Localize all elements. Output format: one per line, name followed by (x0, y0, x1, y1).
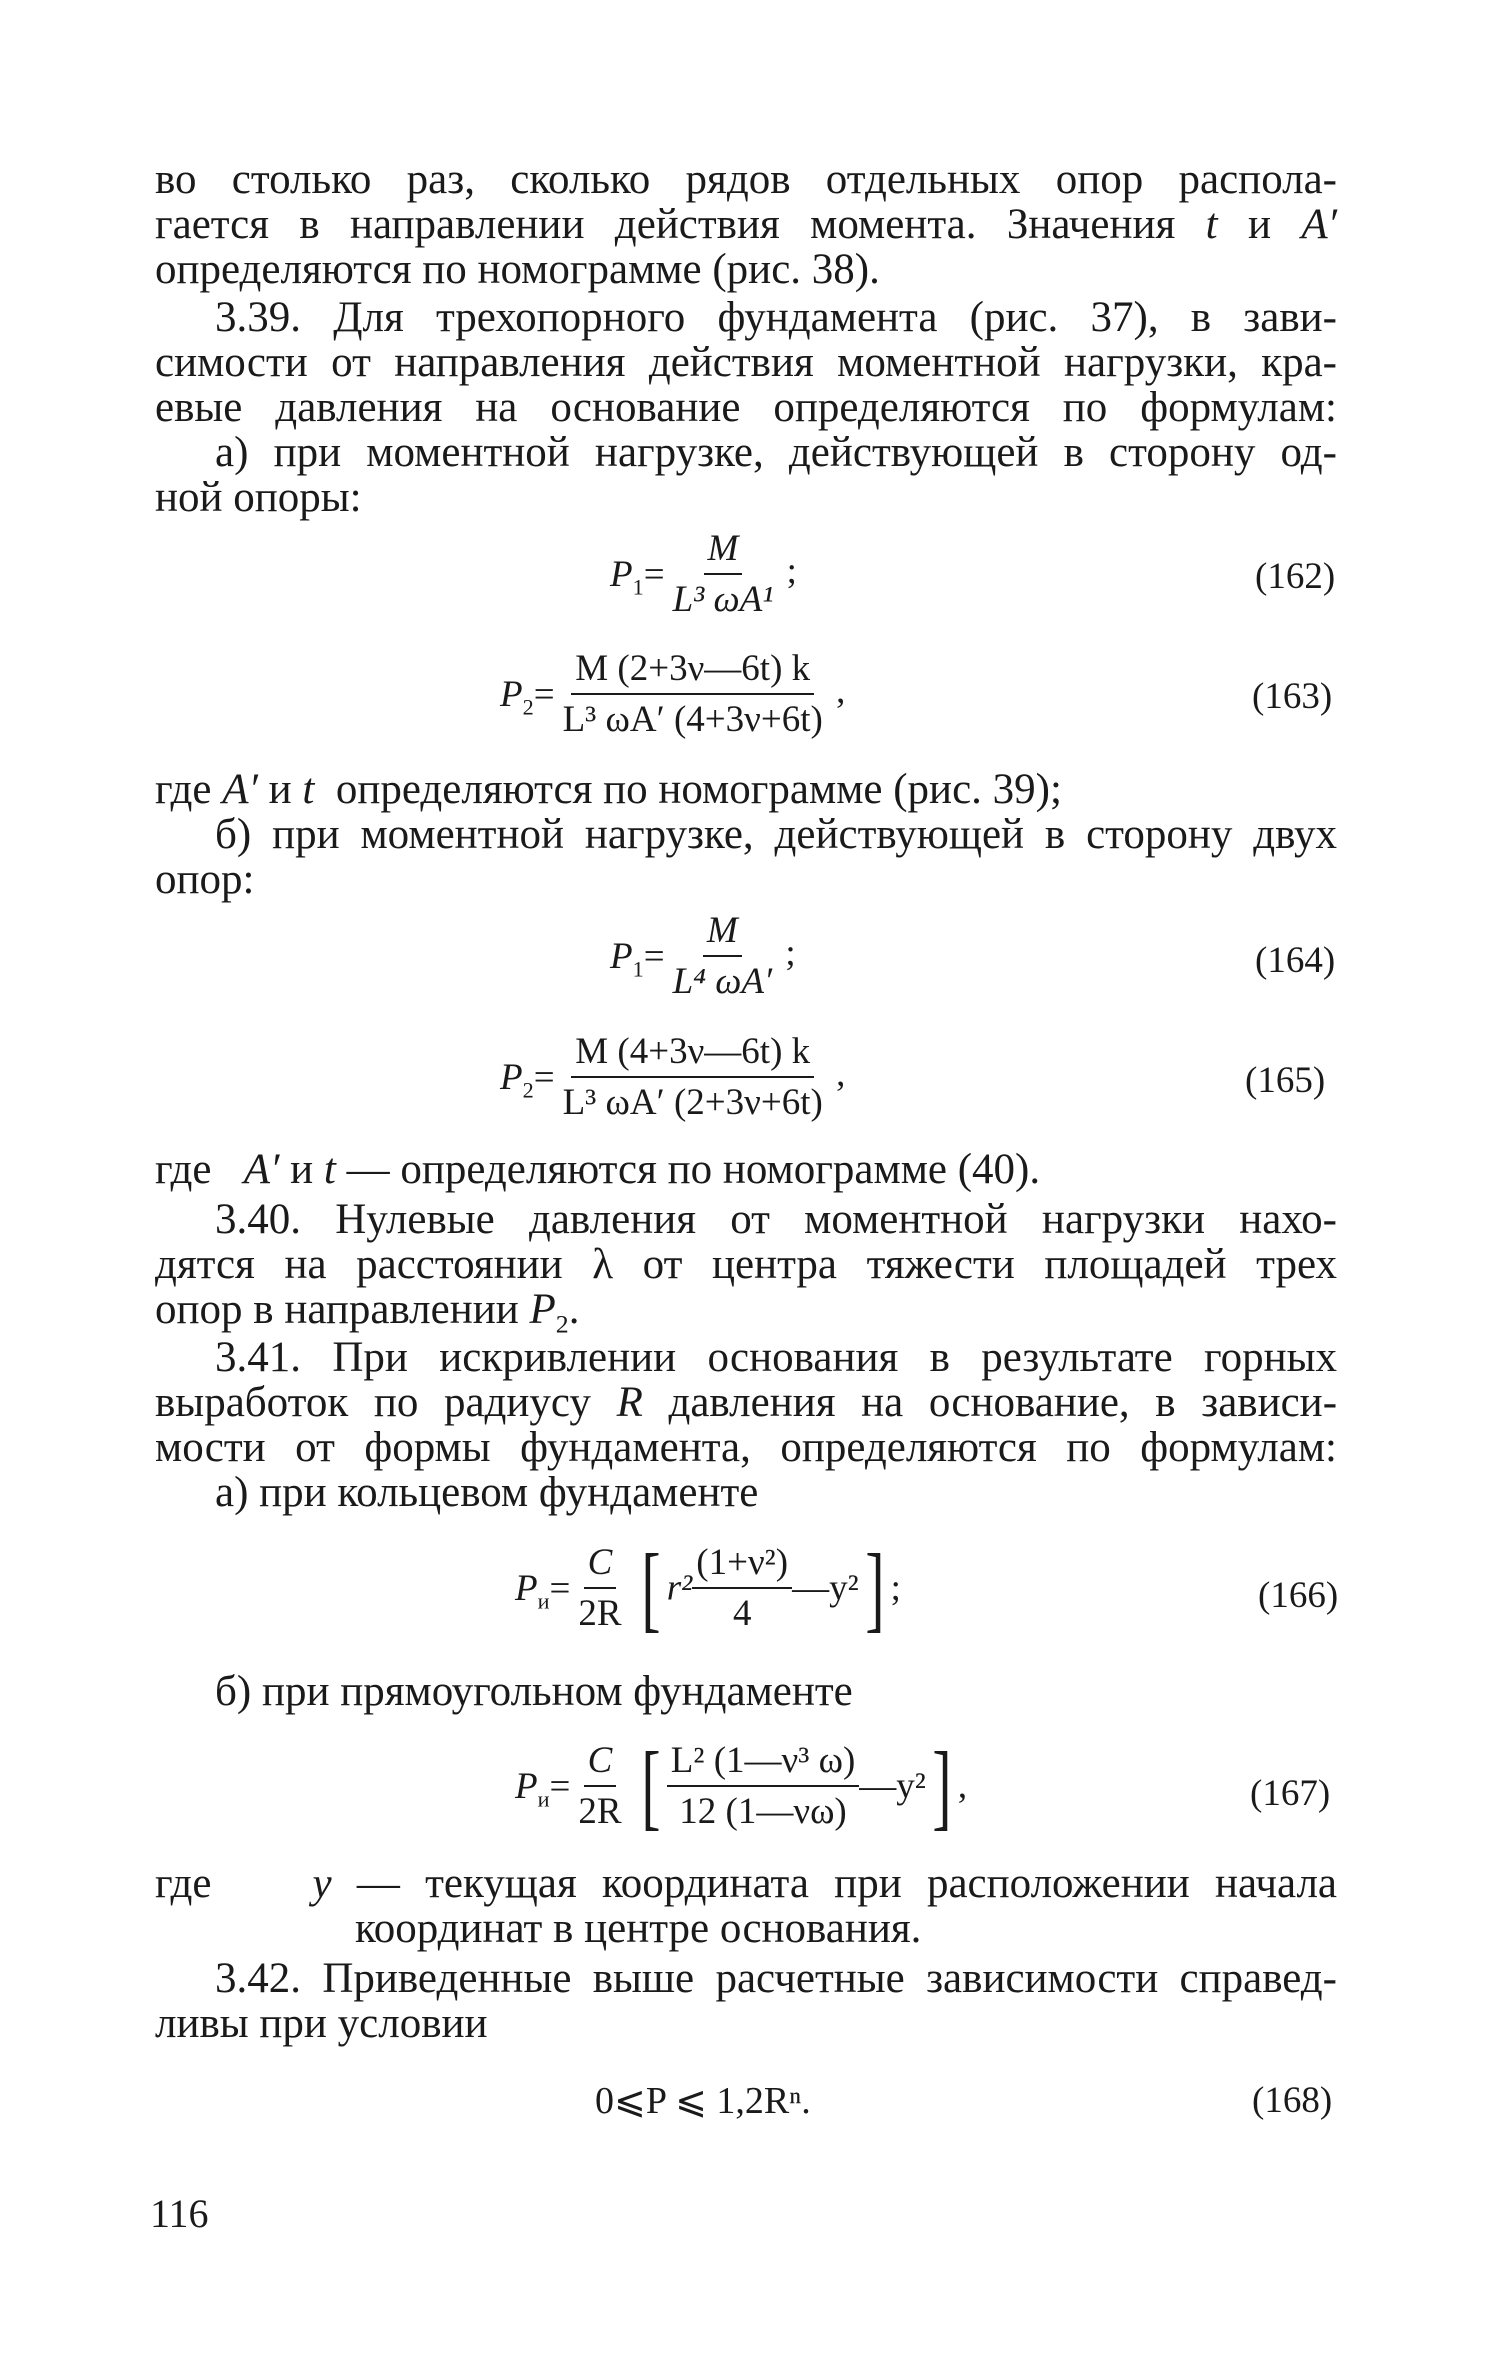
equation-number: (168) (1252, 2080, 1333, 2121)
equation-164: $P_1=$ $\frac{M}{\text{L⁴ ωA′}}$ ; (610, 910, 796, 1002)
equation-166: $P_и=$ $\frac{C}{2R}$ [ r² $\frac{\text{(1+ν²)}}{4}$ —y²] ; (515, 1534, 901, 1641)
text-line: опор: (155, 856, 255, 903)
text-line: евые давления на основание определяются по формулам: (155, 384, 1337, 431)
equation-163: $P_2=$ $\frac{M (2+3\nu—6t) k}{\text{L³ ωA′ (4+3ν+6t)}}$ , (500, 648, 846, 740)
equation-167: $P_и=$ $\frac{C}{2R}$ [ $\frac{\text{L² (1—ν³ ω)}}{12 (1—\nu\omega)}$ —y²] , (515, 1732, 968, 1839)
text-line: где y — текущая координата при расположении начала (155, 1860, 1337, 1907)
equation-number: (163) (1252, 676, 1333, 717)
text-line: 3.40. Нулевые давления от моментной нагрузки нахо- (215, 1196, 1337, 1243)
page-number: 116 (150, 2191, 209, 2236)
text-line: где A′ и t — определяются по номограмме (40). (155, 1146, 1041, 1193)
text-line: во столько раз, сколько рядов отдельных опор распола- (155, 156, 1337, 203)
text-line: 3.41. При искривлении основания в результате горных (215, 1334, 1337, 1381)
equation-165: $P_2=$ $\frac{M (4+3\nu—6t) k}{\text{L³ ωA′ (2+3ν+6t)}}$ , (500, 1031, 846, 1123)
text-line: б) при моментной нагрузке, действующей в сторону двух (215, 811, 1337, 858)
text-line: 3.39. Для трехопорного фундамента (рис. 37), в зави- (215, 294, 1337, 341)
text-line: ливы при условии (155, 2000, 488, 2047)
text-line: мости от формы фундамента, определяются по формулам: (155, 1424, 1337, 1471)
text-line: опор в направлении $P_2$. (155, 1286, 580, 1339)
text-line: ной опоры: (155, 474, 362, 521)
equation-162: $P_1=$ $\frac{M}{\text{L³ ωA¹}}$ ; (610, 528, 797, 620)
text-line: 3.42. Приведенные выше расчетные зависимости справед- (215, 1955, 1337, 2002)
text-line: дятся на расстоянии λ от центра тяжести площадей трех (155, 1241, 1337, 1288)
equation-number: (165) (1245, 1060, 1326, 1101)
text-line: определяются по номограмме (рис. 38). (155, 246, 880, 293)
text-line: гается в направлении действия момента. Значения t и A′ (155, 201, 1337, 248)
text-line: б) при прямоугольном фундаменте (215, 1668, 853, 1715)
text-line: симости от направления действия моментной нагрузки, кра- (155, 339, 1337, 386)
text-line: а) при моментной нагрузке, действующей в сторону од- (215, 429, 1337, 476)
text-line: где A′ и t определяются по номограмме (рис. 39); (155, 766, 1062, 813)
equation-number: (167) (1250, 1773, 1331, 1814)
equation-number: (162) (1255, 556, 1336, 597)
text-line: выработок по радиусу R давления на основание, в зависи- (155, 1379, 1338, 1426)
text-line: а) при кольцевом фундаменте (215, 1469, 759, 1516)
equation-number: (164) (1255, 940, 1336, 981)
text-line: координат в центре основания. (355, 1905, 922, 1952)
equation-168: 0⩽P ⩽ 1,2Rⁿ. (595, 2080, 811, 2122)
equation-number: (166) (1258, 1575, 1339, 1616)
